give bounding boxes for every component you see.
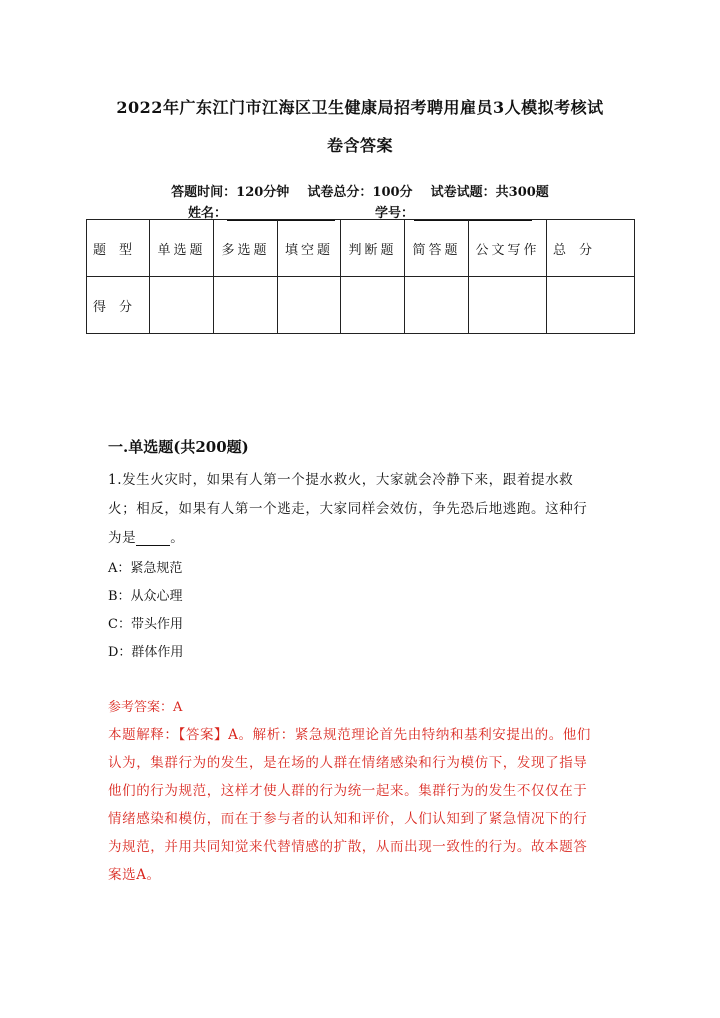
- section-title: 一.单选题(共200题): [108, 438, 249, 456]
- option-a[interactable]: A：紧急规范: [108, 561, 183, 576]
- id-label: 学号：: [375, 206, 415, 221]
- explanation-line: 为规范，并用共同知觉来代替情感的扩散，从而出现一致性的行为。故本题答: [108, 839, 588, 855]
- exam-title-line2: 卷含答案: [326, 136, 393, 155]
- header-cell-type: 题 型: [87, 220, 150, 277]
- explanation-line: 本题解释：【答案】A。解析：紧急规范理论首先由特纳和基利安提出的。他们: [108, 727, 591, 743]
- explanation-line: 案选A。: [108, 867, 161, 883]
- answer-blank[interactable]: [136, 533, 170, 546]
- score-cell[interactable]: [341, 277, 405, 334]
- explanation-line: 他们的行为规范，这样才使人群的行为统一起来。集群行为的发生不仅仅在于: [108, 783, 588, 799]
- header-cell-total: 总 分: [547, 220, 635, 277]
- question-stem-line3: 为是 。: [108, 530, 185, 546]
- score-row-label: 得 分: [87, 277, 150, 334]
- reference-answer: 参考答案：A: [108, 700, 183, 715]
- option-d[interactable]: D：群体作用: [108, 645, 184, 660]
- score-cell[interactable]: [405, 277, 469, 334]
- header-cell-judge: 判断题: [341, 220, 405, 277]
- score-cell[interactable]: [214, 277, 278, 334]
- header-cell-short: 简答题: [405, 220, 469, 277]
- option-c[interactable]: C：带头作用: [108, 617, 183, 632]
- header-cell-writing: 公文写作: [469, 220, 547, 277]
- exam-title-line1: 2022年广东江门市江海区卫生健康局招考聘用雇员3人模拟考核试: [116, 98, 604, 117]
- name-label: 姓名：: [187, 206, 227, 221]
- total-score-label: 试卷总分：100分: [307, 185, 413, 200]
- header-cell-fill: 填空题: [278, 220, 341, 277]
- score-table: [86, 219, 635, 334]
- score-table-score-row: [87, 277, 635, 334]
- explanation-line: 情绪感染和模仿，而在于参与者的认知和评价，人们认知到了紧急情况下的行: [108, 811, 588, 827]
- explanation-line: 认为，集群行为的发生，是在场的人群在情绪感染和行为模仿下，发现了指导: [108, 755, 588, 771]
- question-stem-line2: 火；相反，如果有人第一个逃走，大家同样会效仿，争先恐后地逃跑。这种行: [108, 501, 588, 517]
- time-label: 答题时间：120分钟: [171, 185, 290, 200]
- option-b[interactable]: B：从众心理: [108, 589, 183, 604]
- score-cell[interactable]: [278, 277, 341, 334]
- header-cell-multi: 多选题: [214, 220, 278, 277]
- score-cell[interactable]: [547, 277, 635, 334]
- score-table-header-row: [87, 220, 635, 277]
- score-cell[interactable]: [150, 277, 214, 334]
- header-cell-single: 单选题: [150, 220, 214, 277]
- question-stem-line1: 1.发生火灾时，如果有人第一个提水救火，大家就会冷静下来，跟着提水救: [108, 472, 574, 488]
- exam-meta: [0, 181, 720, 200]
- score-cell[interactable]: [469, 277, 547, 334]
- question-count-label: 试卷试题：共300题: [430, 185, 549, 200]
